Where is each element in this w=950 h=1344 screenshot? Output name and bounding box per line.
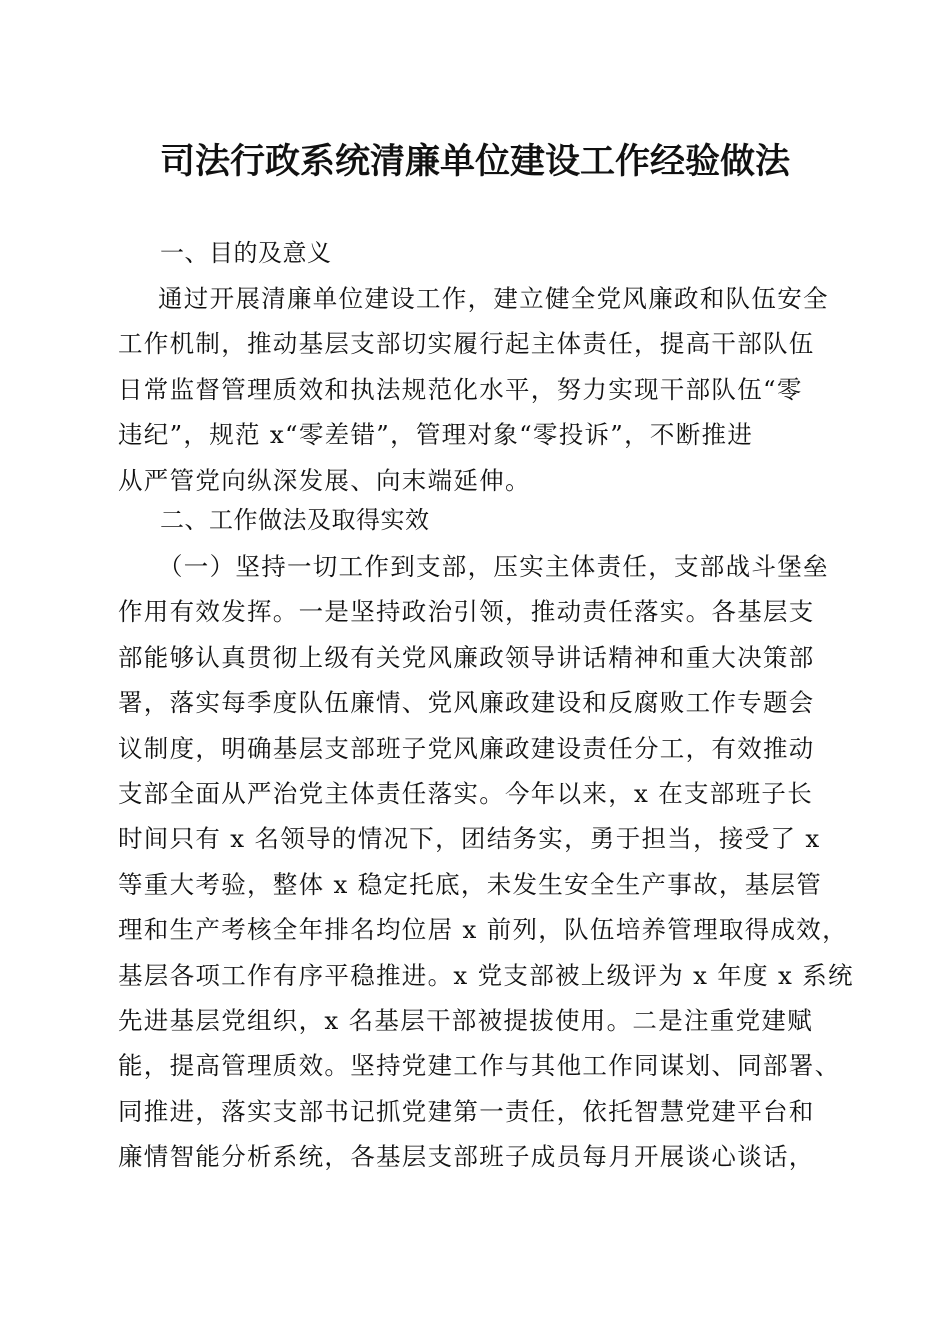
paragraph-line: 从严管党向纵深发展、向末端延伸。 — [118, 465, 531, 495]
paragraph-line: 通过开展清廉单位建设工作，建立健全党风廉政和队伍安全 — [158, 284, 829, 313]
section-paragraph-purpose — [118, 276, 834, 503]
paragraph-line: 支部全面从严治党主体责任落实。今年以来，x 在支部班子长 — [118, 778, 814, 808]
paragraph-line: 日常监督管理质效和执法规范化水平，努力实现干部队伍“零 — [118, 374, 803, 404]
paragraph-line: 时间只有 x 名领导的情况下，团结务实，勇于担当，接受了 x — [118, 824, 821, 854]
paragraph-line: 议制度，明确基层支部班子党风廉政建设责任分工，有效推动 — [118, 733, 815, 763]
paragraph-line: 同推进，落实支部书记抓党建第一责任，依托智慧党建平台和 — [118, 1096, 815, 1126]
paragraph-line: 基层各项工作有序平稳推进。x 党支部被上级评为 x 年度 x 系统 — [118, 960, 854, 990]
document-title: 司法行政系统清廉单位建设工作经验做法 — [159, 141, 790, 182]
section-paragraph-practices — [118, 544, 854, 1179]
paragraph-line: 工作机制，推动基层支部切实履行起主体责任，提高干部队伍 — [118, 329, 815, 359]
paragraph-line: 能，提高管理质效。坚持党建工作与其他工作同谋划、同部署、 — [118, 1051, 841, 1081]
section-heading-purpose: 一、目的及意义 — [160, 239, 332, 267]
section-heading-practices: 二、工作做法及取得实效 — [160, 506, 430, 534]
paragraph-line: 理和生产考核全年排名均位居 x 前列，队伍培养管理取得成效， — [118, 915, 848, 945]
paragraph-line: 作用有效发挥。一是坚持政治引领，推动责任落实。各基层支 — [118, 597, 815, 627]
paragraph-line: 等重大考验，整体 x 稳定托底，未发生安全生产事故，基层管 — [118, 869, 823, 899]
paragraph-line: （一）坚持一切工作到支部，压实主体责任，支部战斗堡垒 — [158, 552, 829, 581]
paragraph-line: 违纪”，规范 x“零差错”，管理对象“零投诉”，不断推进 — [118, 420, 754, 450]
paragraph-line: 廉情智能分析系统，各基层支部班子成员每月开展谈心谈话， — [118, 1142, 815, 1172]
paragraph-line: 先进基层党组织，x 名基层干部被提拔使用。二是注重党建赋 — [118, 1005, 814, 1035]
paragraph-line: 署，落实每季度队伍廉情、党风廉政建设和反腐败工作专题会 — [118, 688, 815, 718]
paragraph-line: 部能够认真贯彻上级有关党风廉政领导讲话精神和重大决策部 — [118, 642, 815, 672]
